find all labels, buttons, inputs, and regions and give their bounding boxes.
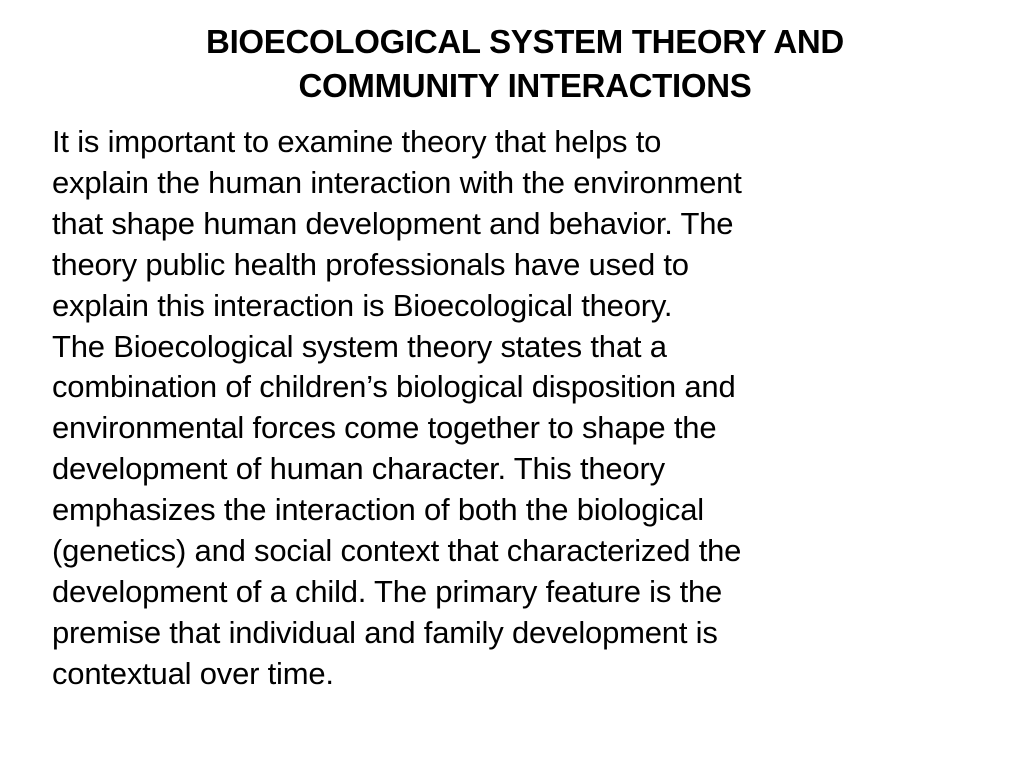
body-line: that shape human development and behavior. The xyxy=(52,205,734,241)
body-line: contextual over time. xyxy=(52,655,334,691)
body-line: emphasizes the interaction of both the biological xyxy=(52,492,704,528)
body-line: environmental forces come together to shape the xyxy=(52,410,717,446)
body-line: It is important to examine theory that helps to xyxy=(52,124,662,159)
body-line: (genetics) and social context that characterized the xyxy=(52,533,742,569)
body-line: The Bioecological system theory states that a xyxy=(52,328,667,364)
body-line: explain this interaction is Bioecological theory. xyxy=(52,287,673,323)
body-line: premise that individual and family development is xyxy=(52,614,718,650)
title-line: BIOECOLOGICAL SYSTEM THEORY AND xyxy=(206,23,844,60)
body-line: development of human character. This theory xyxy=(52,451,665,487)
title-line: COMMUNITY INTERACTIONS xyxy=(298,67,752,104)
slide-body xyxy=(52,122,1012,695)
body-line: explain the human interaction with the environment xyxy=(52,164,742,200)
slide-title xyxy=(150,20,900,108)
body-line: theory public health professionals have used to xyxy=(52,246,689,282)
body-line: combination of children’s biological disposition and xyxy=(52,369,736,405)
body-line: development of a child. The primary feature is the xyxy=(52,573,723,609)
